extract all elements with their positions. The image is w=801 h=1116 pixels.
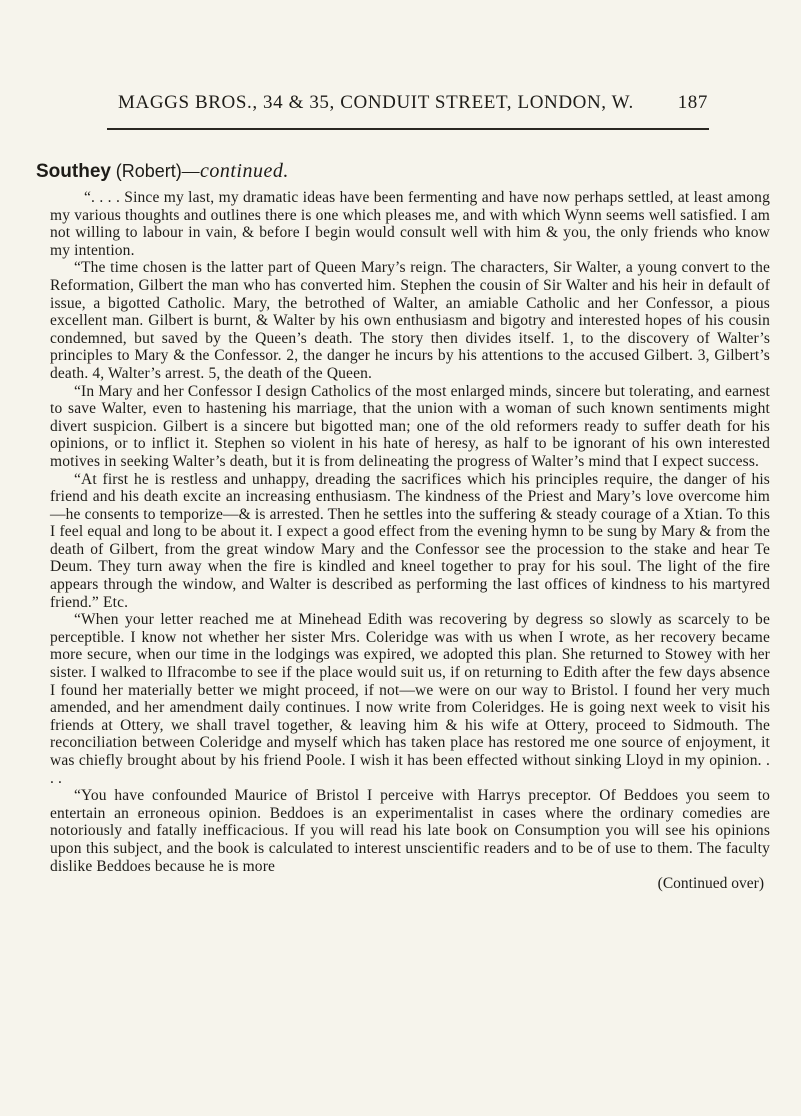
entry-continued: —continued. (181, 160, 289, 182)
entry-heading (36, 160, 770, 183)
letter-paragraph: “You have confounded Maurice of Bristol I perceive with Harrys preceptor. Of Beddoes you seem to entertain an erroneous opinion. Beddoes is an experimentalist in cases where the ordinary comedies are notoriously and fatally inefficacious. If you will read his late book on Consumption you will see his opinions upon this subject, and the book is calculated to interest unscientific readers and to be of use to them. The faculty dislike Beddoes because he is more (50, 787, 770, 875)
running-head-text: MAGGS BROS., 34 & 35, CONDUIT STREET, LONDON, W. (118, 92, 634, 113)
letter-paragraph: “At first he is restless and unhappy, dreading the sacrifices which his principles require, the danger of his friend and his death excite an increasing enthusiasm. The kindness of the Priest and Mary’s love overcome him—he consents to temporize—& is arrested. Then he settles into the suffering & steady courage of a Xtian. To this I feel equal and long to be about it. I expect a good effect from the evening hymn to be sung by Mary & from the death of Gilbert, from the great window Mary and the Confessor see the procession to the stake and hear Te Deum. They turn away when the fire is kindled and kneel together to pray for his soul. The light of the fire appears through the window, and Walter is described as performing the last offices of kindness to his martyred friend.” Etc. (50, 470, 770, 611)
letter-paragraph: “In Mary and her Confessor I design Catholics of the most enlarged minds, sincere but tolerating, and earnest to save Walter, even to hastening his marriage, that the union with a woman of such known sentiments might divert suspicion. Gilbert is a sincere but bigotted man; one of the old reformers ready to suffer death for his opinions, or to inflict it. Stephen so violent in his hate of heresy, as half to be ignorant of his own interested motives in seeking Walter’s death, but it is from delineating the progress of Walter’s mind that I expect success. (50, 382, 770, 470)
page-number: 187 (677, 92, 708, 113)
running-head (118, 92, 708, 114)
letter-paragraph: “. . . . Since my last, my dramatic ideas have been fermenting and have now perhaps settled, at least among my various thoughts and outlines there is one which pleases me, and with which Wynn seems well satisfied. I am not willing to labour in vain, & before I begin would consult well with him & you, the only friends who know my intention. (50, 189, 770, 259)
entry-forename: (Robert) (115, 161, 182, 181)
header-rule (107, 128, 709, 130)
letter-paragraph: “When your letter reached me at Minehead Edith was recovering by degress so slowly as scarcely to be perceptible. I know not whether her sister Mrs. Coleridge was with us when I wrote, as her recovery became more secure, when our time in the lodgings was expired, we adopted this plan. She returned to Stowey with her sister. I walked to Ilfracombe to see if the place would suit us, if on returning to Edith after the few days absence I found her materially better we might proceed, if not—we were on our way to Bristol. I found her very much amended, and her amendment daily continues. I now write from Coleridges. He is going next week to visit his friends at Ottery, we shall travel together, & leaving him & his wife at Ottery, proceed to Sidmouth. The reconciliation between Coleridge and myself which has taken place has restored me one source of enjoyment, it was chiefly brought about by his friend Poole. I wish it has been effected without sinking Lloyd in my opinion. . . . (50, 611, 770, 787)
letter-paragraph: “The time chosen is the latter part of Queen Mary’s reign. The characters, Sir Walter, a young convert to the Reformation, Gilbert the man who has converted him. Stephen the cousin of Sir Walter and his heir in default of issue, a bigotted Catholic. Mary, the betrothed of Walter, an amiable Catholic and her Confessor, a pious excellent man. Gilbert is burnt, & Walter by his own enthusiasm and bigotry and interested hopes of his cousin condemned, but saved by the Queen’s death. The story then divides itself. 1, to the discovery of Walter’s principles to Mary & the Confessor. 2, the danger he incurs by his attentions to the accused Gilbert. 3, Gilbert’s death. 4, Walter’s arrest. 5, the death of the Queen. (50, 259, 770, 382)
continued-note: (Continued over) (657, 875, 764, 893)
entry-body (36, 160, 770, 893)
entry-author: Southey (36, 161, 111, 182)
